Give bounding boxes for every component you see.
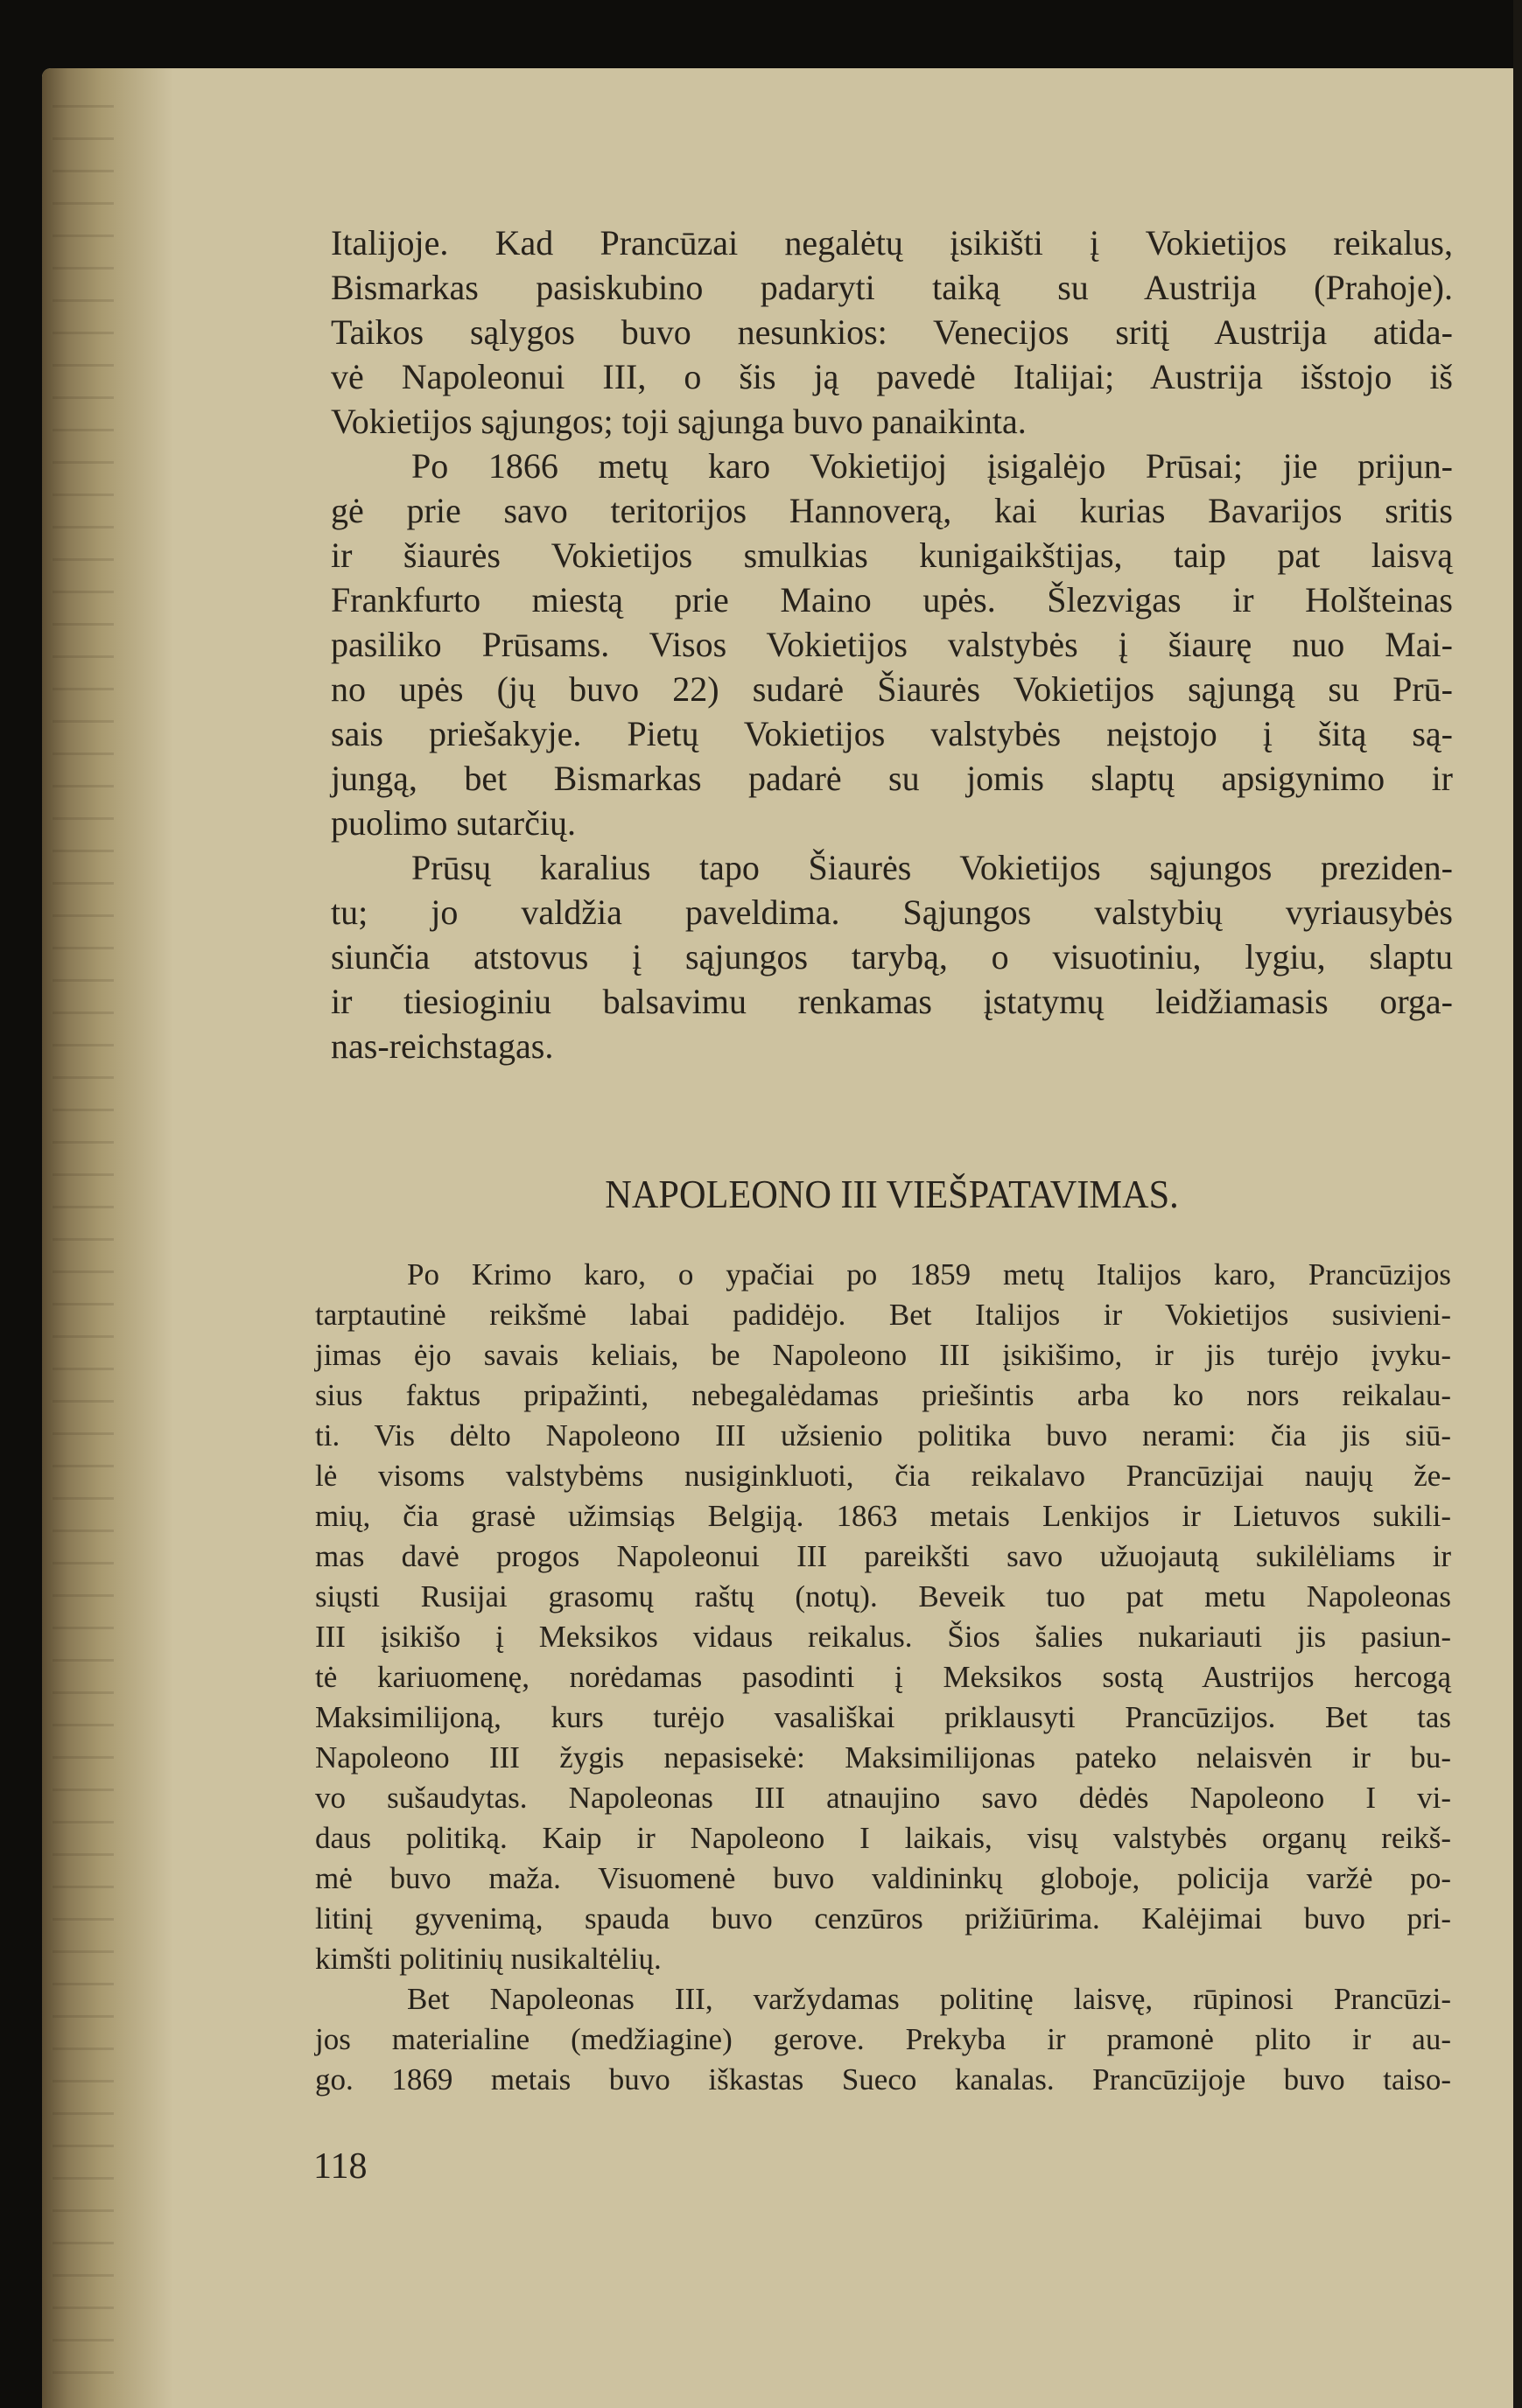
text-line: Frankfurto miestą prie Maino upės. Šlezvigas ir Holšteinas	[331, 580, 1453, 620]
text-line: jungą, bet Bismarkas padarė su jomis slaptų apsigynimo ir	[331, 759, 1453, 798]
text-line: siųsti Rusijai grasomų raštų (notų). Beveik tuo pat metu Napoleonas	[315, 1579, 1451, 1614]
text-line: tarptautinė reikšmė labai padidėjo. Bet Italijos ir Vokietijos susivieni-	[315, 1298, 1451, 1332]
text-line: Vokietijos sąjungos; toji sąjunga buvo panaikinta.	[331, 402, 1027, 441]
text-line: tė kariuomenę, norėdamas pasodinti į Meksikos sostą Austrijos hercogą	[315, 1660, 1451, 1694]
text-line: kimšti politinių nusikaltėlių.	[315, 1942, 662, 1976]
text-line: III įsikišo į Meksikos vidaus reikalus. Šios šalies nukariauti jis pasiun-	[315, 1620, 1451, 1654]
text-line: mė buvo maža. Visuomenė buvo valdininkų globoje, policija varžė po-	[315, 1861, 1451, 1895]
text-line: mas davė progos Napoleonui III pareikšti savo užuojautą sukilėliams ir	[315, 1539, 1451, 1573]
text-line: puolimo sutarčių.	[331, 803, 576, 843]
text-line: litinį gyvenimą, spauda buvo cenzūros prižiūrima. Kalėjimai buvo pri-	[315, 1901, 1451, 1936]
text-line: jimas ėjo savais keliais, be Napoleono III įsikišimo, ir jis turėjo įvyku-	[315, 1338, 1451, 1372]
text-line: Italijoje. Kad Prancūzai negalėtų įsikišti į Vokietijos reikalus,	[331, 223, 1453, 262]
text-line: ir tiesioginiu balsavimu renkamas įstatymų leidžiamasis orga-	[331, 982, 1453, 1021]
text-line: Bet Napoleonas III, varžydamas politinę laisvę, rūpinosi Prancūzi-	[407, 1982, 1451, 2016]
text-line: Bismarkas pasiskubino padaryti taiką su Austrija (Prahoje).	[331, 268, 1453, 307]
text-line: ti. Vis dėlto Napoleono III užsienio politika buvo nerami: čia jis siū-	[315, 1418, 1451, 1452]
page-number: 118	[313, 2146, 368, 2187]
text-line: jos materialine (medžiagine) gerove. Prekyba ir pramonė plito ir au-	[315, 2022, 1451, 2056]
text-line: Taikos sąlygos buvo nesunkios: Venecijos sritį Austrija atida-	[331, 312, 1453, 352]
text-line: vo sušaudytas. Napoleonas III atnaujino savo dėdės Napoleono I vi-	[315, 1781, 1451, 1815]
body-text-section-2	[315, 1255, 1451, 2100]
text-line: siunčia atstovus į sąjungos tarybą, o visuotiniu, lygiu, slaptu	[331, 937, 1453, 976]
text-line: mių, čia grasė užimsiąs Belgiją. 1863 metais Lenkijos ir Lietuvos sukili-	[315, 1499, 1451, 1533]
text-line: lė visoms valstybėms nusiginkluoti, čia reikalavo Prancūzijai naujų že-	[315, 1459, 1451, 1493]
text-line: Po 1866 metų karo Vokietijoj įsigalėjo Prūsai; jie prijun-	[411, 446, 1453, 486]
text-line: ir šiaurės Vokietijos smulkias kunigaikštijas, taip pat laisvą	[331, 536, 1453, 575]
text-line: nas-reichstagas.	[331, 1026, 554, 1066]
text-line: sais priešakyje. Pietų Vokietijos valstybės neįstojo į šitą są-	[331, 714, 1453, 753]
text-line: go. 1869 metais buvo iškastas Sueco kanalas. Prancūzijoje buvo taiso-	[315, 2062, 1451, 2096]
text-line: pasiliko Prūsams. Visos Vokietijos valstybės į šiaurę nuo Mai-	[331, 625, 1453, 664]
text-line: tu; jo valdžia paveldima. Sąjungos valstybių vyriausybės	[331, 892, 1453, 932]
text-line: daus politiką. Kaip ir Napoleono I laikais, visų valstybės organų reikš-	[315, 1821, 1451, 1855]
page-edge-texture	[53, 105, 114, 2380]
text-line: Prūsų karalius tapo Šiaurės Vokietijos sąjungos preziden-	[411, 848, 1453, 887]
body-text-section-1	[331, 220, 1453, 1068]
scan-border	[1513, 0, 1522, 2408]
text-line: Po Krimo karo, o ypačiai po 1859 metų Italijos karo, Prancūzijos	[407, 1257, 1451, 1292]
text-line: Napoleono III žygis nepasisekė: Maksimilijonas pateko nelaisvėn ir bu-	[315, 1740, 1451, 1774]
text-line: Maksimilijoną, kurs turėjo vasališkai priklausyti Prancūzijos. Bet tas	[315, 1700, 1451, 1734]
text-line: vė Napoleonui III, o šis ją pavedė Italijai; Austrija išstojo iš	[331, 357, 1453, 396]
text-line: sius faktus pripažinti, nebegalėdamas priešintis arba ko nors reikalau-	[315, 1378, 1451, 1412]
text-line: no upės (jų buvo 22) sudarė Šiaurės Vokietijos sąjungą su Prū-	[331, 669, 1453, 709]
text-line: gė prie savo teritorijos Hannoverą, kai kurias Bavarijos sritis	[331, 491, 1453, 530]
section-heading: NAPOLEONO III VIEŠPATAVIMAS.	[605, 1172, 1179, 1216]
